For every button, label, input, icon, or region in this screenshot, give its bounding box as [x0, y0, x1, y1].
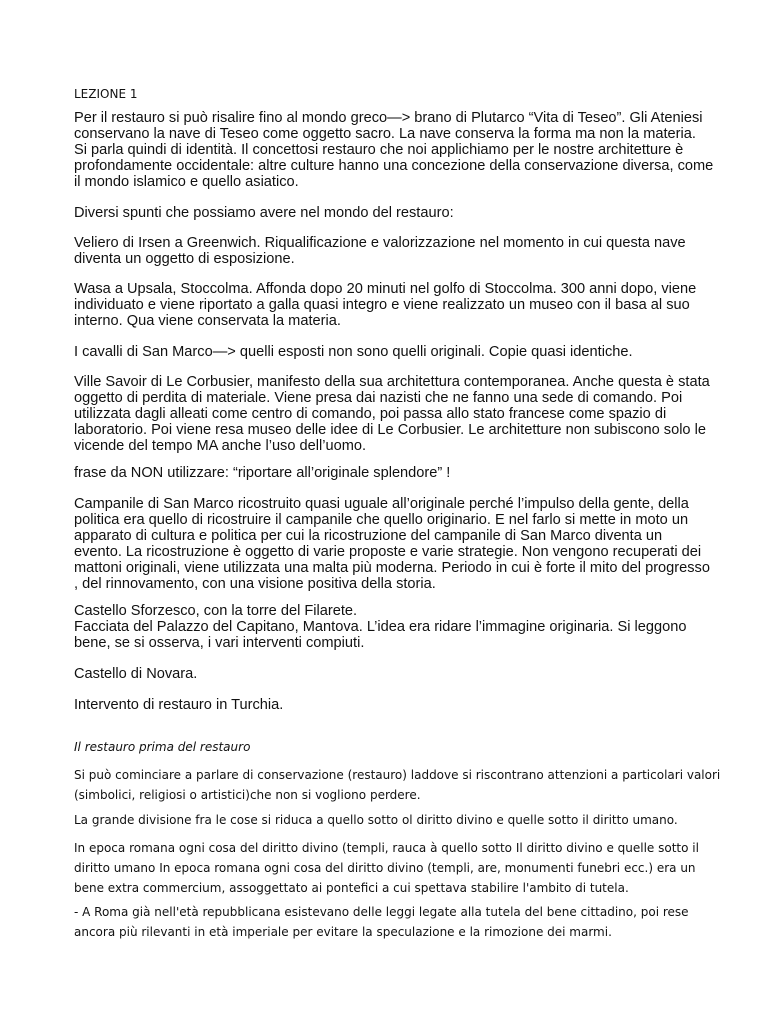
paragraph-conservazione	[74, 765, 721, 805]
paragraph-cavalli	[74, 344, 704, 360]
text-line: diventa un oggetto di esposizione.	[74, 251, 295, 267]
text-line: Intervento di restauro in Turchia.	[74, 697, 284, 713]
text-line: - A Roma già nell'età repubblicana esistevano delle leggi legate alla tutela del bene cittadino, poi rese	[74, 905, 689, 919]
text-line: diritto umano In epoca romana ogni cosa del diritto divino (templi, are, monumenti funebri ecc.) era un	[74, 861, 696, 875]
paragraph-frase	[74, 465, 704, 481]
text-line: Wasa a Upsala, Stoccolma. Affonda dopo 20 minuti nel golfo di Stoccolma. 300 anni dopo, viene	[74, 281, 697, 297]
text-line: conservano la nave di Teseo come oggetto sacro. La nave conserva la forma ma non la materia.	[74, 126, 696, 142]
text-line: Campanile di San Marco ricostruito quasi uguale all’originale perché l’impulso della gente, della	[74, 496, 689, 512]
lesson-heading: LEZIONE 1	[74, 87, 138, 101]
text-line: oggetto di perdita di materiale. Viene presa dai nazisti che ne fanno una sede di comando. Poi	[74, 390, 683, 406]
text-line: Ville Savoir di Le Corbusier, manifesto della sua architettura contemporanea. Anche questa è stata	[74, 374, 710, 390]
text-line: mattoni originali, viene utilizzata una malta più moderna. Periodo in cui è forte il mito del progresso	[74, 560, 710, 576]
paragraph-castello-sforzesco	[74, 603, 704, 651]
text-line: Veliero di Irsen a Greenwich. Riqualificazione e valorizzazione nel momento in cui questa nave	[74, 235, 686, 251]
text-line: (simbolici, religiosi o artistici)che non si vogliono perdere.	[74, 788, 421, 802]
section-title: Il restauro prima del restauro	[74, 740, 251, 754]
text-line: frase da NON utilizzare: “riportare all’originale splendore” !	[74, 465, 451, 481]
text-line: individuato e viene riportato a galla quasi integro e viene realizzato un museo con il basa al suo	[74, 297, 690, 313]
paragraph-teseo	[74, 110, 714, 190]
text-line: politica era quello di ricostruire il campanile che quello originario. E nel farlo si mette in moto un	[74, 512, 689, 528]
paragraph-epoca-romana	[74, 838, 714, 898]
text-line: Si parla quindi di identità. Il concettosi restauro che noi applichiamo per le nostre architetture è	[74, 142, 684, 158]
text-line: il mondo islamico e quello asiatico.	[74, 174, 299, 190]
paragraph-campanile	[74, 496, 710, 592]
paragraph-savoie	[74, 374, 710, 454]
text-line: vicende del tempo MA anche l’uso dell’uomo.	[74, 438, 367, 454]
text-line: I cavalli di San Marco—> quelli esposti non sono quelli originali. Copie quasi identiche.	[74, 344, 633, 360]
text-line: ancora più rilevanti in età imperiale per evitare la speculazione e la rimozione dei marmi.	[74, 925, 612, 939]
text-line: Per il restauro si può risalire fino al mondo greco—> brano di Plutarco “Vita di Teseo”. Gli Ateniesi	[74, 110, 703, 126]
text-line: Castello di Novara.	[74, 666, 198, 682]
text-line: In epoca romana ogni cosa del diritto divino (templi, rauca à quello sotto Il diritto divino e quelle sotto il	[74, 841, 699, 855]
text-line: evento. La ricostruzione è oggetto di varie proposte e varie strategie. Non vengono recuperati dei	[74, 544, 702, 560]
text-line: laboratorio. Poi viene resa museo delle idee di Le Corbusier. Le architetture non subiscono solo le	[74, 422, 706, 438]
paragraph-turchia	[74, 697, 704, 713]
paragraph-veliero	[74, 235, 704, 267]
text-line: apparato di cultura e politica per cui la ricostruzione del campanile di San Marco diventa un	[74, 528, 663, 544]
text-line: Castello Sforzesco, con la torre del Filarete.	[74, 603, 358, 619]
text-line: bene extra commercium, assoggettato ai pontefici a cui spettava stabilire l'ambito di tutela.	[74, 881, 629, 895]
text-line: La grande divisione fra le cose si riduca a quello sotto ol diritto divino e quelle sotto il diritto umano.	[74, 813, 678, 827]
paragraph-divisione	[74, 810, 714, 830]
text-line: interno. Qua viene conservata la materia.	[74, 313, 341, 329]
paragraph-roma-repubblicana	[74, 902, 714, 942]
text-line: Si può cominciare a parlare di conservazione (restauro) laddove si riscontrano attenzioni a particolari valori	[74, 768, 721, 782]
text-line: , del rinnovamento, con una visione positiva della storia.	[74, 576, 436, 592]
text-line: Diversi spunti che possiamo avere nel mondo del restauro:	[74, 205, 454, 221]
paragraph-novara	[74, 666, 704, 682]
text-line: bene, se si osserva, i vari interventi compiuti.	[74, 635, 365, 651]
text-line: utilizzata dagli alleati come centro di comando, poi passa allo stato francese come spazio di	[74, 406, 667, 422]
paragraph-wasa	[74, 281, 704, 329]
text-line: Facciata del Palazzo del Capitano, Mantova. L’idea era ridare l’immagine originaria. Si leggono	[74, 619, 687, 635]
text-line: profondamente occidentale: altre culture hanno una concezione della conservazione diversa, come	[74, 158, 714, 174]
paragraph-spunti	[74, 205, 704, 221]
